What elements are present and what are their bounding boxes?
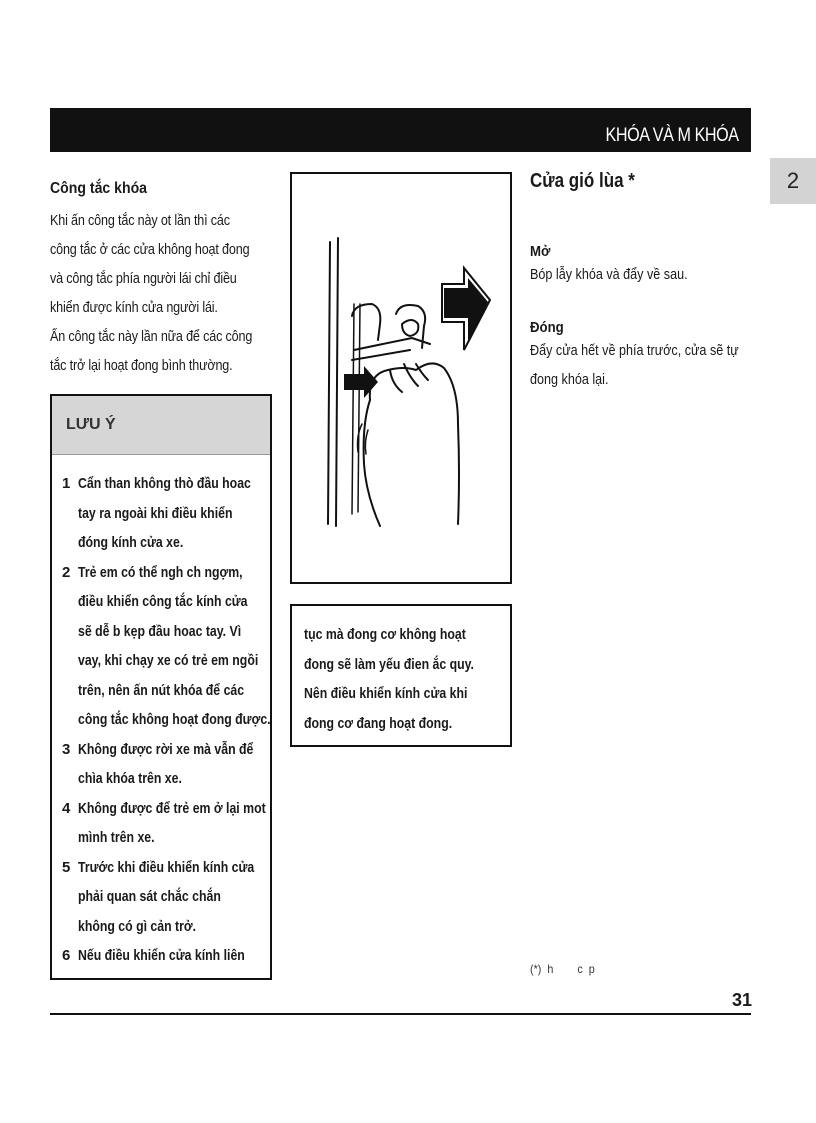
finger-line	[390, 370, 402, 392]
footnote: (*) h c p	[530, 962, 595, 976]
caution-continuation-box	[290, 604, 512, 747]
item-line: điều khiển công tắc kính cửa	[78, 593, 248, 610]
item-line: chìa khóa trên xe.	[78, 770, 182, 787]
text-line: và công tắc phía người lái chỉ điều	[50, 270, 237, 287]
latch-lever	[352, 350, 410, 360]
item-line: mình trên xe.	[78, 829, 155, 846]
press-arrow-icon	[344, 366, 378, 398]
chapter-tab: 2	[770, 158, 816, 204]
item-line: Không được rời xe mà vẫn để	[78, 740, 254, 758]
item-line: Trước khi điều khiển kính cửa	[78, 858, 255, 876]
caution-item	[62, 735, 264, 794]
item-line: sẽ dễ b kẹp đầu hoac tay. Vì	[78, 622, 242, 640]
right-column	[530, 170, 756, 394]
item-line: tay ra ngoài khi điều khiển	[78, 504, 233, 522]
caution-list	[52, 469, 270, 971]
text-line: Đẩy cửa hết về phía trước, cửa sẽ tự	[530, 342, 739, 359]
text-line: công tắc ở các cửa không hoạt đong	[50, 241, 250, 258]
left-column	[50, 180, 272, 380]
slide-arrow-icon	[442, 268, 490, 350]
continuation-line: tục mà đong cơ không hoạt	[304, 626, 466, 643]
page-number: 31	[731, 990, 752, 1010]
caution-item	[62, 794, 264, 853]
switch-lock-heading: Công tắc khóa	[50, 180, 148, 197]
finger-line	[365, 430, 368, 454]
hand-opening-window-drawing	[292, 174, 506, 578]
hand-outline	[370, 363, 459, 524]
item-number: 1	[62, 475, 71, 492]
frame-line	[328, 242, 330, 524]
item-line: Nếu điều khiển cửa kính liên	[78, 947, 245, 964]
bottom-rule	[50, 1013, 751, 1015]
item-line: đóng kính cửa xe.	[78, 534, 184, 551]
item-number: 5	[62, 858, 71, 876]
frame-line	[352, 304, 354, 514]
item-number: 3	[62, 740, 71, 758]
open-heading: Mở	[530, 243, 551, 260]
text-line: khiển được kính cửa người lái.	[50, 299, 218, 316]
item-number: 4	[62, 799, 71, 817]
text-line: Khi ấn công tắc này ot lần thì các	[50, 212, 230, 229]
sliding-window-illustration	[290, 172, 512, 584]
header-bar	[50, 108, 751, 152]
text-line: tắc trở lại hoạt đong bình thường.	[50, 357, 233, 374]
switch-lock-text	[50, 206, 272, 380]
sliding-window-title: Cửa gió lùa *	[530, 170, 635, 192]
item-number: 6	[62, 947, 71, 964]
text-line: đong khóa lại.	[530, 371, 609, 388]
item-line: Không được để trẻ em ở lại mot	[78, 799, 266, 817]
text-line: Ấn công tắc này lần nữa để các công	[50, 328, 253, 345]
caution-title: LƯU Ý	[52, 396, 270, 455]
latch-lever	[354, 338, 430, 350]
close-heading: Đóng	[530, 319, 564, 336]
item-line: không có gì cản trở.	[78, 917, 197, 935]
caution-item	[62, 853, 264, 942]
item-line: trên, nên ấn nút khóa để các	[78, 681, 245, 699]
item-line: Cẩn than không thò đầu hoac	[78, 475, 251, 492]
item-line: Trẻ em có thể ngh ch ngợm,	[78, 563, 243, 581]
finger-line	[404, 364, 418, 386]
continuation-line: Nên điều khiển kính cửa khi	[304, 685, 468, 702]
header-title: KHÓA VÀ M KHÓA	[605, 125, 739, 146]
caution-item	[62, 469, 264, 558]
continuation-line: đong sẽ làm yếu đien ắc quy.	[304, 655, 474, 673]
caution-item	[62, 941, 264, 971]
latch-shape	[402, 320, 418, 336]
caution-box	[50, 394, 272, 980]
item-line: phải quan sát chắc chắn	[78, 888, 221, 905]
latch-shape	[352, 304, 380, 340]
close-text	[530, 336, 756, 394]
frame-line	[358, 304, 360, 512]
frame-line	[336, 238, 338, 526]
hand-outline	[364, 400, 380, 526]
open-text	[530, 260, 756, 289]
item-line: công tắc không hoạt đong được.	[78, 711, 271, 728]
continuation-line: đong cơ đang hoạt đong.	[304, 714, 453, 732]
item-number: 2	[62, 563, 71, 581]
caution-item	[62, 558, 271, 735]
item-line: vay, khi chạy xe có trẻ em ngồi	[78, 652, 259, 669]
text-line: Bóp lẫy khóa và đẩy về sau.	[530, 266, 688, 283]
